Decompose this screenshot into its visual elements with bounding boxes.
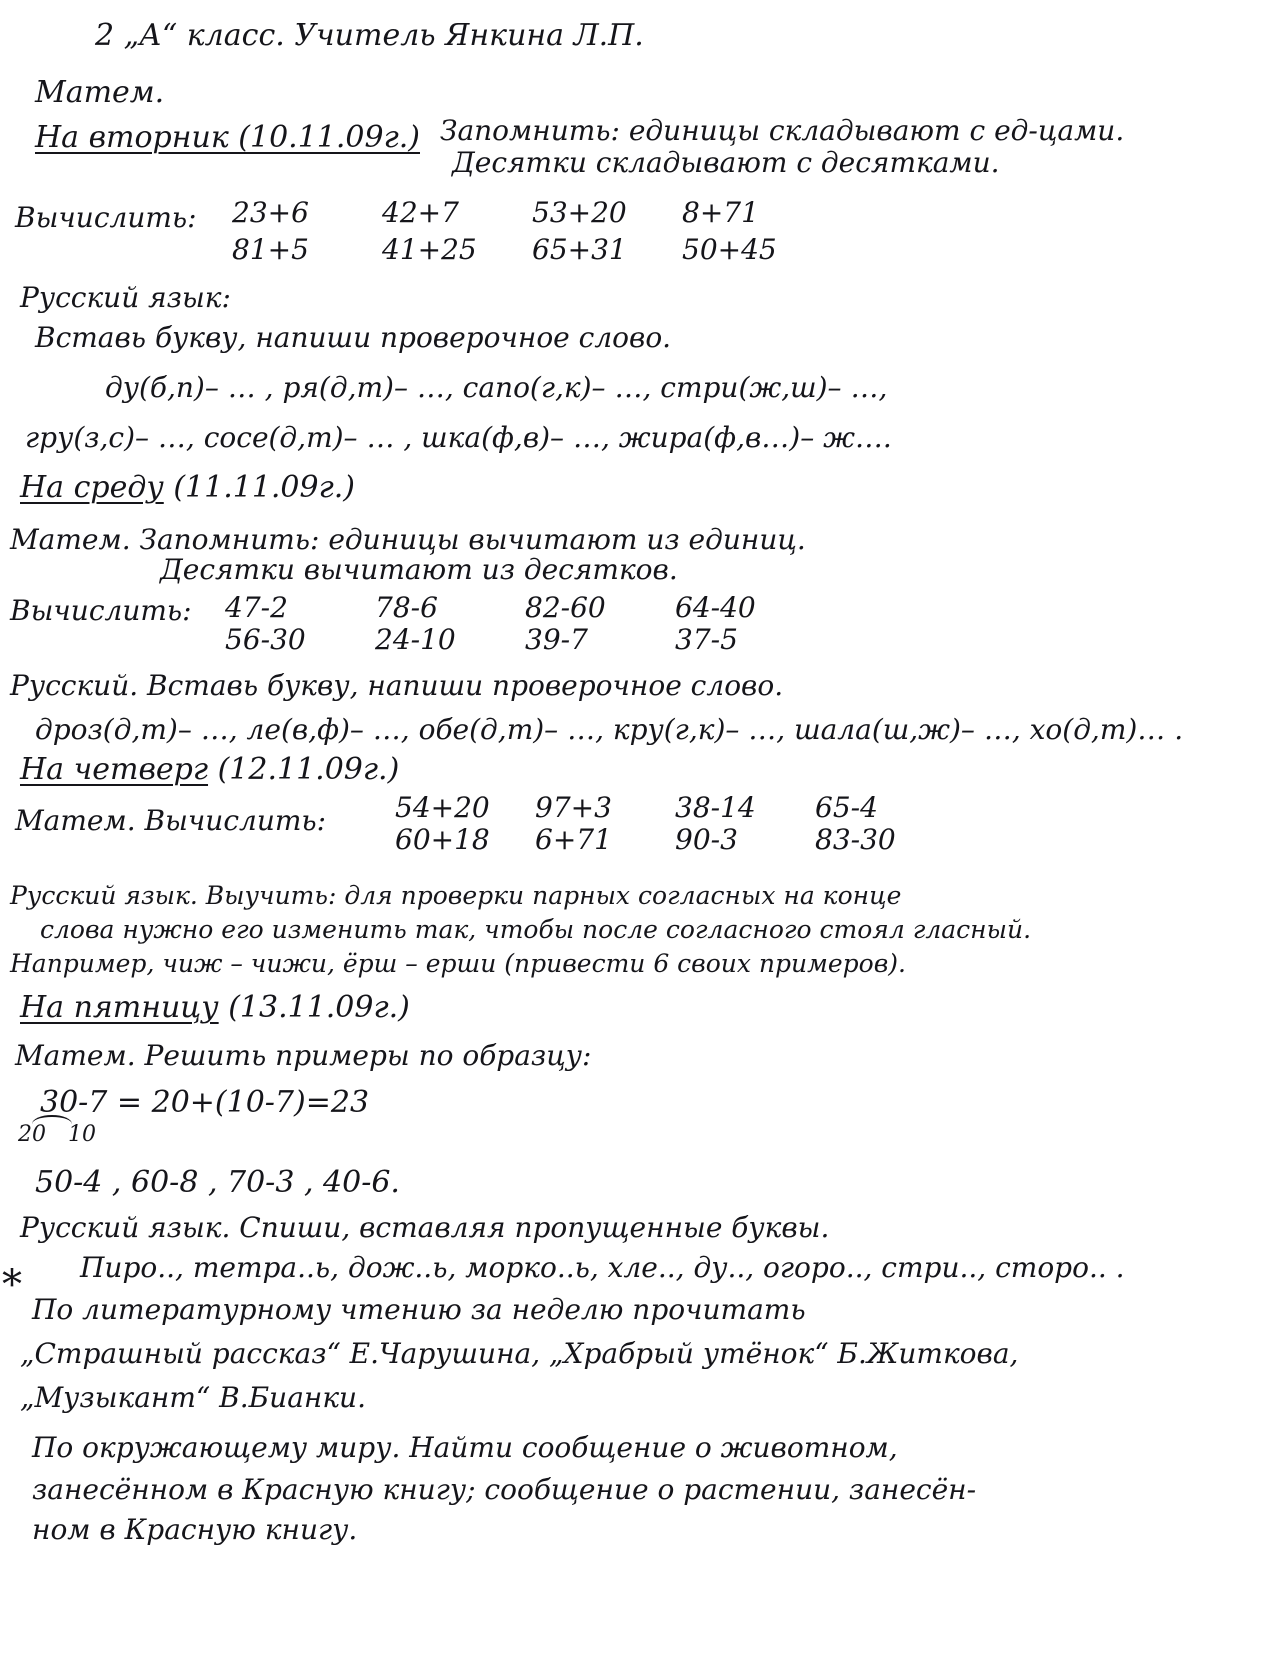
example: 65+31 — [532, 233, 627, 266]
example: 81+5 — [232, 233, 309, 266]
example: 39-7 — [525, 623, 588, 656]
wednesday-heading-wrap — [20, 470, 355, 506]
wednesday-examples-row-2 — [225, 622, 825, 658]
thursday-date: (12.11.09г.) — [217, 752, 400, 787]
thursday-heading-wrap — [20, 752, 399, 788]
decomposition-part-b: 10 — [68, 1122, 96, 1147]
wednesday-math-rule-tens: Десятки вычитают из десятков. — [160, 553, 678, 586]
tuesday-russian-words-1: ду(б,п)– … , ря(д,т)– …, сапо(г,к)– …, стри(ж,ш)– …, — [105, 371, 888, 404]
example: 64-40 — [675, 591, 756, 624]
example: 37-5 — [675, 623, 738, 656]
header-line: 2 „А“ класс. Учитель Янкина Л.П. — [95, 18, 644, 53]
example: 53+20 — [532, 196, 627, 229]
world-line-1: По окружающему миру. Найти сообщение о животном, — [32, 1431, 898, 1464]
tuesday-russian-words-2: гру(з,с)– …, сосе(д,т)– … , шка(ф,в)– …, жира(ф,в…)– ж…. — [25, 421, 892, 454]
example: 60+18 — [395, 823, 490, 856]
tuesday-russian-task: Вставь букву, напиши проверочное слово. — [35, 321, 672, 354]
example: 54+20 — [395, 791, 490, 824]
example: 6+71 — [535, 823, 612, 856]
example: 90-3 — [675, 823, 738, 856]
example: 24-10 — [375, 623, 456, 656]
wednesday-russian-words: дроз(д,т)– …, ле(в,ф)– …, обе(д,т)– …, кру(г,к)– …, шала(ш,ж)– …, хо(д,т)… . — [35, 713, 1184, 746]
friday-sample-example: 30-7 = 20+(10-7)=23 — [40, 1085, 370, 1120]
friday-russian-words: Пиро.., тетра..ь, дож..ь, морко..ь, хле.., ду.., огоро.., стри.., сторо.. . — [80, 1251, 1125, 1284]
thursday-task-label: Матем. Вычислить: — [15, 804, 327, 837]
example: 38-14 — [675, 791, 756, 824]
tuesday-russian-subject: Русский язык: — [20, 281, 231, 314]
friday-heading: На пятницу — [20, 990, 219, 1025]
thursday-heading: На четверг — [20, 752, 209, 787]
example: 23+6 — [232, 196, 309, 229]
world-line-2: занесённом в Красную книгу; сообщение о растении, занесён- — [32, 1473, 977, 1506]
friday-heading-wrap — [20, 990, 410, 1026]
tuesday-task-label: Вычислить: — [15, 201, 197, 234]
tuesday-rule-units: Запомнить: единицы складывают с ед-цами. — [440, 114, 1125, 147]
asterisk-mark: * — [2, 1262, 22, 1308]
example: 82-60 — [525, 591, 606, 624]
friday-russian-task: Русский язык. Спиши, вставляя пропущенные буквы. — [20, 1211, 830, 1244]
example: 8+71 — [682, 196, 759, 229]
tuesday-math-subject: Матем. — [35, 75, 165, 110]
friday-examples: 50-4 , 60-8 , 70-3 , 40-6. — [35, 1165, 400, 1200]
example: 42+7 — [382, 196, 459, 229]
reading-line-3: „Музыкант“ В.Бианки. — [20, 1381, 366, 1414]
example: 65-4 — [815, 791, 878, 824]
wednesday-date: (11.11.09г.) — [173, 470, 356, 505]
wednesday-math-rule-units: Матем. Запомнить: единицы вычитают из единиц. — [10, 523, 806, 556]
example: 83-30 — [815, 823, 896, 856]
world-line-3: ном в Красную книгу. — [32, 1513, 358, 1546]
thursday-russian-line-2: слова нужно его изменить так, чтобы после согласного стоял гласный. — [40, 915, 1032, 944]
wednesday-russian-task: Русский. Вставь букву, напиши проверочное слово. — [10, 669, 784, 702]
thursday-examples-row-1 — [395, 790, 955, 826]
tuesday-heading: На вторник (10.11.09г.) — [35, 120, 420, 155]
thursday-russian-line-1: Русский язык. Выучить: для проверки парных согласных на конце — [10, 881, 902, 910]
tuesday-examples-row-2 — [232, 232, 832, 268]
friday-date: (13.11.09г.) — [228, 990, 410, 1025]
example: 50+45 — [682, 233, 777, 266]
thursday-examples-row-2 — [395, 822, 955, 858]
example: 78-6 — [375, 591, 438, 624]
wednesday-heading: На среду — [20, 470, 164, 505]
tuesday-examples-row-1 — [232, 195, 832, 231]
thursday-russian-line-3: Например, чиж – чижи, ёрш – ерши (привести 6 своих примеров). — [10, 949, 906, 978]
wednesday-task-label: Вычислить: — [10, 594, 192, 627]
example: 47-2 — [225, 591, 288, 624]
reading-line-2: „Страшный рассказ“ Е.Чарушина, „Храбрый утёнок“ Б.Житкова, — [20, 1337, 1019, 1370]
reading-line-1: По литературному чтению за неделю прочитать — [32, 1293, 806, 1326]
tuesday-rule-tens: Десятки складывают с десятками. — [452, 146, 1000, 179]
decomposition-part-a: 20 — [18, 1122, 46, 1147]
example: 56-30 — [225, 623, 306, 656]
friday-math-task: Матем. Решить примеры по образцу: — [15, 1039, 592, 1072]
wednesday-examples-row-1 — [225, 590, 825, 626]
example: 41+25 — [382, 233, 477, 266]
example: 97+3 — [535, 791, 612, 824]
